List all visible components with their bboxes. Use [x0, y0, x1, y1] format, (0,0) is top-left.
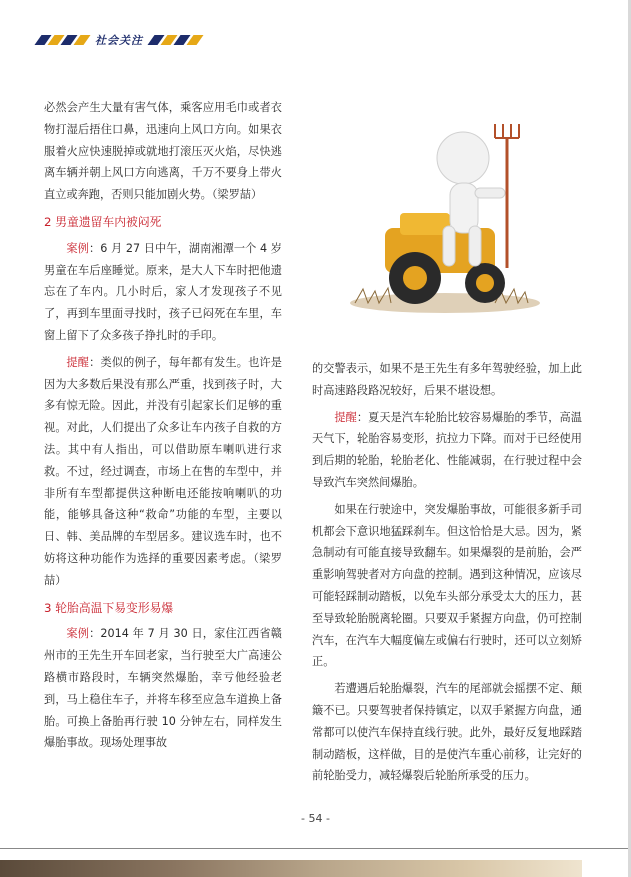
section-3-title: 3 轮胎高温下易变形易爆 — [44, 600, 174, 615]
tip-label: 提醒 — [66, 355, 90, 369]
section-3-case — [44, 623, 282, 754]
continued-paragraph: 的交警表示，如果不是王先生有多年驾驶经验，加上此时高速路段路况较好，后果不堪设想。 — [312, 362, 582, 397]
right-column — [312, 358, 582, 787]
footer-divider — [0, 848, 631, 849]
header-title: 社会关注 — [95, 34, 143, 47]
footer-image-strip — [0, 860, 582, 877]
tractor-figure-with-pitchfork-icon — [345, 118, 545, 318]
tip-text: ：夏天是汽车轮胎比较容易爆胎的季节，高温天气下，轮胎容易变形，抗拉力下降。而对于已经使用到后期的轮胎，轮胎老化、性能减弱，在行驶过程中会导致汽车突然间爆胎。 — [312, 410, 582, 489]
case-text: ：6 月 27 日中午，湖南湘潭一个 4 岁男童在车后座睡觉。原来，是大人下车时把他遗忘在了车内。几小时后，家人才发现孩子不见了，再到车里面寻找时，孩子已闷死在车里，车窗上留下了众多孩子挣扎时的手印。 — [44, 241, 282, 342]
tire-tip — [312, 407, 582, 494]
section-header — [38, 33, 200, 47]
section-2-tip — [44, 352, 282, 592]
case-text: ：2014 年 7 月 30 日，家住江西省赣州市的王先生开车回老家，当行驶至大广高速公路横市路段时，车辆突然爆胎，幸亏他经验老到，马上稳住车子，并将车移至应急车道换上备胎。可换上备胎再行驶 10 分钟左右，同样发生爆胎事故。现场处理事故 — [44, 627, 282, 750]
case-label: 案例 — [66, 241, 89, 255]
section-2-title: 2 男童遗留车内被闷死 — [44, 214, 162, 229]
case-label: 案例 — [66, 627, 90, 641]
front-tire-paragraph: 如果在行驶途中，突发爆胎事故，可能很多新手司机都会下意识地猛踩刹车。但这恰恰是大忌。因为，紧急制动有可能直接导致翻车。如果爆裂的是前胎，会严重影响驾驶者对方向盘的控制。遇到这种情况，应该尽可能轻踩制动踏板，以免车头部分承受太大的压力，甚至导致轮胎脱离轮圈。只要双手紧握方向盘，仍可控制汽车，在汽车大幅度偏左或偏右行驶时，还可以立刻矫正。 — [312, 502, 582, 669]
section-2-case — [44, 238, 282, 347]
rear-tire-paragraph: 若遭遇后轮胎爆裂，汽车的尾部就会摇摆不定、颠簸不已。只要驾驶者保持镇定，以双手紧握方向盘，通常都可以使汽车保持直线行驶。此外，最好反复地踩踏制动踏板，这样做，目的是使汽车重心前移，让完好的前轮胎受力，减轻爆裂后轮胎所承受的压力。 — [312, 682, 582, 783]
page-number: - 54 - — [301, 812, 330, 825]
header-stripes-right — [151, 35, 200, 45]
intro-paragraph: 必然会产生大量有害气体，乘客应用毛巾或者衣物打湿后捂住口鼻，迅速向上风口方向。如果衣服着火应快速脱掉或就地打滚压灭火焰，尽快逃离车辆并朝上风口方向逃离，千万不要身上带火直立或奔跑，否则只能加剧火势。（梁罗喆） — [44, 101, 282, 202]
header-stripes-left — [38, 35, 87, 45]
tip-text: ：类似的例子，每年都有发生。也许是因为大多数后果没有那么严重，找到孩子时，大多有惊无险。因此，并没有引起家长们足够的重视。对此，人们提出了众多让车内孩子自救的方法。其中有人指出，可以借助原车喇叭进行求救。不过，经过调查，市场上在售的车型中，并非所有车型都提供这种断电还能按响喇叭的功能，能够具备这种“救命”功能的车型，主要以日、韩、美品牌的车型居多。建议选车时，也不妨将这种功能作为选择的重要因素考虑。（梁罗喆） — [44, 355, 282, 587]
left-column — [44, 97, 282, 754]
tip-label: 提醒 — [334, 410, 357, 424]
